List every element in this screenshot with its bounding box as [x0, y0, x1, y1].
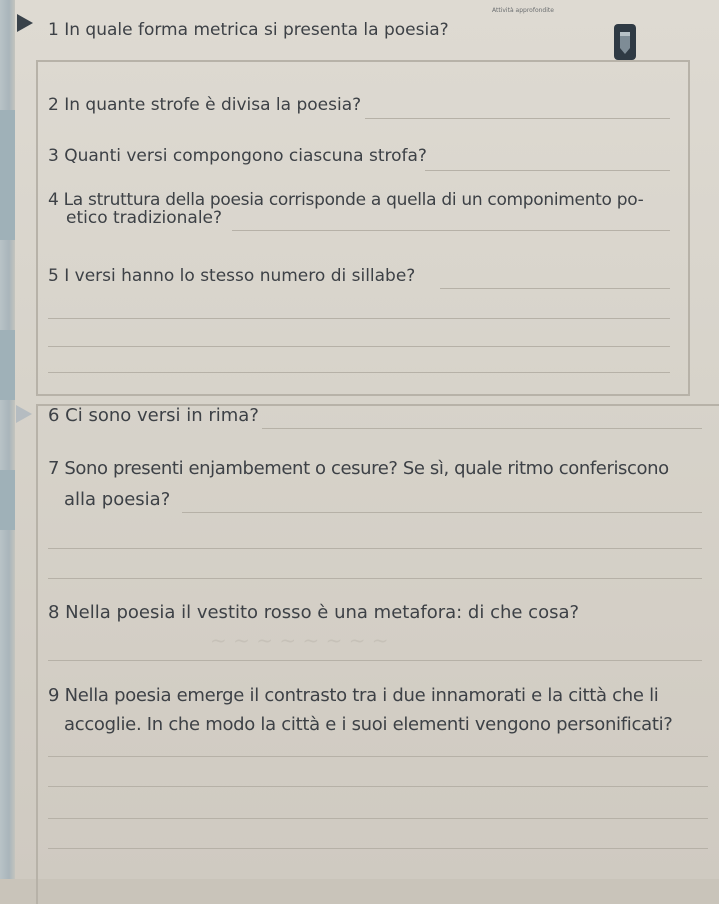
answer-line	[48, 548, 702, 549]
triangle-marker-icon	[16, 405, 32, 423]
answer-line	[182, 512, 702, 513]
section-tag: Attività approfondite	[492, 7, 554, 14]
triangle-marker-icon	[17, 14, 33, 32]
pencil-icon	[612, 22, 638, 62]
question-9-line-1: 9 Nella poesia emerge il contrasto tra i due innamorati e la città che li	[48, 685, 659, 706]
edge-band	[0, 470, 15, 530]
answer-line	[425, 170, 670, 171]
answer-line	[48, 786, 708, 787]
question-8: 8 Nella poesia il vestito rosso è una metafora: di che cosa?	[48, 602, 580, 623]
answer-line	[365, 118, 670, 119]
question-9-line-2: accoglie. In che modo la città e i suoi elementi vengono personificati?	[64, 714, 673, 735]
question-2: 2 In quante strofe è divisa la poesia?	[48, 95, 362, 115]
question-5: 5 I versi hanno lo stesso numero di sillabe?	[48, 266, 416, 286]
show-through-marks: ~ ~ ~ ~ ~ ~ ~ ~	[210, 628, 389, 652]
question-3: 3 Quanti versi compongono ciascuna strofa?	[48, 146, 427, 166]
question-4-line-1: 4 La struttura della poesia corrisponde a quella di un componimento po-	[48, 190, 644, 210]
answer-line	[48, 756, 708, 757]
question-4-line-2: etico tradizionale?	[66, 208, 223, 228]
answer-line	[262, 428, 702, 429]
edge-band	[0, 330, 15, 400]
answer-line	[48, 318, 670, 319]
edge-band	[0, 110, 15, 240]
question-7-line-1: 7 Sono presenti enjambement o cesure? Se sì, quale ritmo conferiscono	[48, 458, 669, 479]
answer-line	[232, 230, 670, 231]
question-7-line-2: alla poesia?	[64, 489, 171, 510]
answer-line	[48, 372, 670, 373]
page-edge	[0, 0, 15, 879]
question-1: 1 In quale forma metrica si presenta la poesia?	[48, 20, 449, 40]
answer-line	[48, 346, 670, 347]
question-6: 6 Ci sono versi in rima?	[48, 405, 259, 426]
answer-line	[48, 818, 708, 819]
answer-line	[440, 288, 670, 289]
answer-line	[48, 848, 708, 849]
answer-line	[48, 578, 702, 579]
section-frame-bottom	[36, 404, 719, 904]
answer-line	[48, 660, 702, 661]
